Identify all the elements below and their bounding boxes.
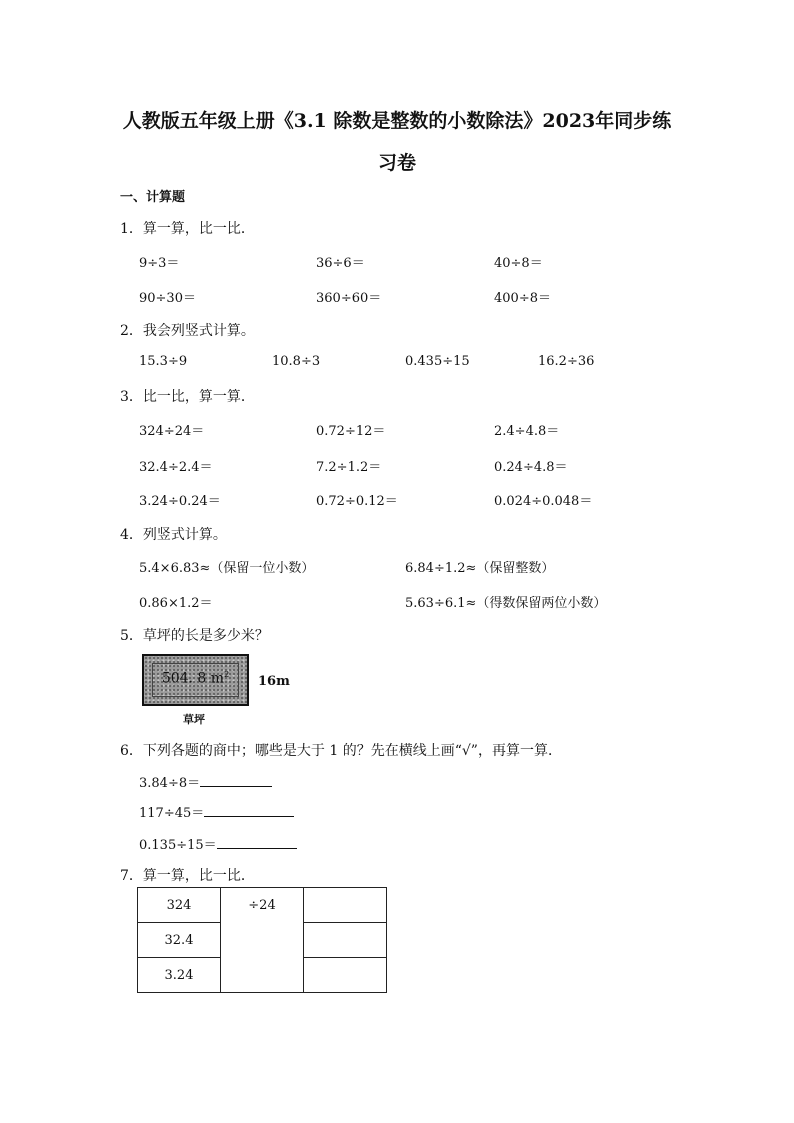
answer-blank[interactable] <box>204 802 294 817</box>
table-cell-answer[interactable] <box>304 923 387 958</box>
q2-item: 0.435÷15 <box>405 354 470 369</box>
answer-blank[interactable] <box>200 772 272 787</box>
q4-item: 5.63÷6.1≈（得数保留两位小数） <box>405 596 607 611</box>
question-4-prompt: 4．列竖式计算。 <box>120 527 227 543</box>
table-cell-dividend: 324 <box>138 888 221 923</box>
table-cell-dividend: 32.4 <box>138 923 221 958</box>
q3-item: 0.72÷0.12＝ <box>316 494 398 509</box>
q3-item: 2.4÷4.8＝ <box>494 424 560 439</box>
q3-item: 32.4÷2.4＝ <box>139 460 213 475</box>
title-line-2: 习卷 <box>377 152 416 174</box>
table-cell-operator: ÷24 <box>221 888 304 993</box>
q3-item: 0.024÷0.048＝ <box>494 494 593 509</box>
q3-item: 7.2÷1.2＝ <box>316 460 382 475</box>
q1-item: 90÷30＝ <box>139 291 196 306</box>
q6-item: 0.135÷15＝ <box>139 834 297 853</box>
lawn-diagram <box>142 654 249 706</box>
question-6-prompt: 6．下列各题的商中；哪些是大于 1 的？先在横线上画“√”，再算一算． <box>120 743 562 759</box>
q3-item: 3.24÷0.24＝ <box>139 494 221 509</box>
q1-item: 400÷8＝ <box>494 291 551 306</box>
q3-item: 0.72÷12＝ <box>316 424 386 439</box>
q2-item: 10.8÷3 <box>272 354 321 369</box>
question-5-prompt: 5．草坪的长是多少米？ <box>120 628 269 644</box>
q6-item: 3.84÷8＝ <box>139 772 272 791</box>
question-2-prompt: 2．我会列竖式计算。 <box>120 323 255 339</box>
q3-item: 324÷24＝ <box>139 424 205 439</box>
question-1-prompt: 1．算一算，比一比． <box>120 221 255 237</box>
q1-item: 36÷6＝ <box>316 256 365 271</box>
q4-item: 6.84÷1.2≈（保留整数） <box>405 561 555 576</box>
q1-item: 360÷60＝ <box>316 291 382 306</box>
lawn-area-label: 504. 8 $m^2$ <box>161 670 230 687</box>
q2-item: 15.3÷9 <box>139 354 188 369</box>
answer-blank[interactable] <box>217 834 297 849</box>
question-3-prompt: 3．比一比，算一算． <box>120 389 255 405</box>
q4-item: 5.4×6.83≈（保留一位小数） <box>139 561 315 576</box>
question-7-prompt: 7．算一算，比一比． <box>120 868 255 884</box>
title-line-1: 人教版五年级上册《3.1 除数是整数的小数除法》2023年同步练 <box>122 110 672 132</box>
section-heading: 一、计算题 <box>120 190 186 205</box>
lawn-width-label: 16m <box>258 674 290 689</box>
q3-item: 0.24÷4.8＝ <box>494 460 568 475</box>
table-cell-answer[interactable] <box>304 958 387 993</box>
q1-item: 40÷8＝ <box>494 256 543 271</box>
lawn-caption: 草坪 <box>183 713 205 726</box>
table-row <box>138 888 387 923</box>
q6-item: 117÷45＝ <box>139 802 294 821</box>
q2-item: 16.2÷36 <box>538 354 595 369</box>
table-cell-dividend: 3.24 <box>138 958 221 993</box>
question-7-table <box>137 887 387 993</box>
q1-item: 9÷3＝ <box>139 256 180 271</box>
q4-item: 0.86×1.2＝ <box>139 596 213 611</box>
table-cell-answer[interactable] <box>304 888 387 923</box>
